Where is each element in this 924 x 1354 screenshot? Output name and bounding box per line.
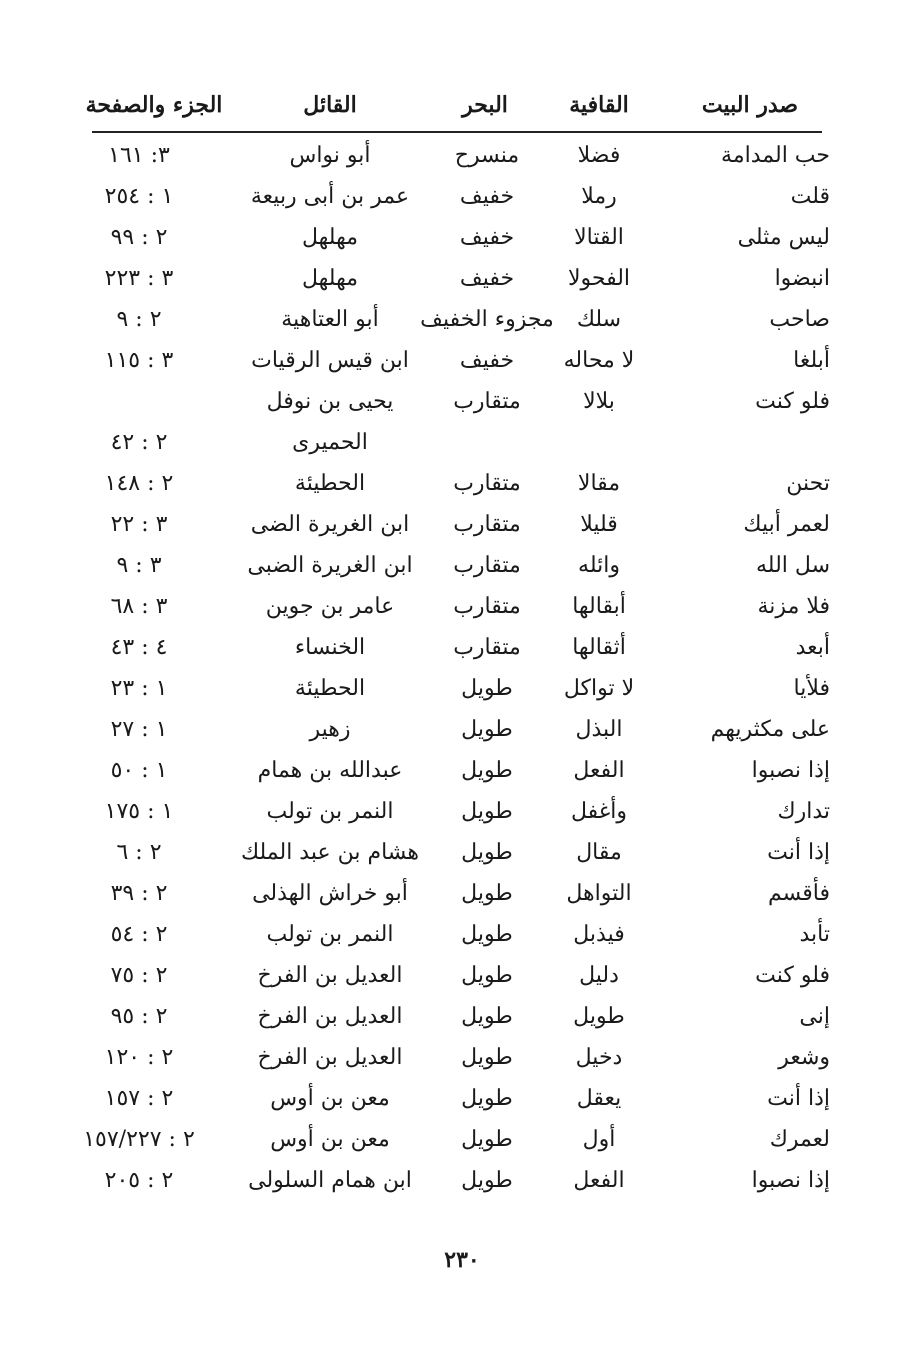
table-row [90,1161,830,1202]
meter-cell: خفيف [459,266,515,291]
poet-cell: مهلهل [301,266,358,291]
meter-cell: متقارب [453,553,521,578]
table-row [90,1079,830,1120]
meter-cell: متقارب [453,635,521,660]
reference-cell: ٢ : ٩٥ [110,1004,168,1029]
reference-cell: ٢ : ٥٤ [110,922,168,947]
reference-cell: ١ : ٢٧ [110,717,168,742]
table-row [90,915,830,956]
meter-cell: طويل [461,799,513,824]
header-meter: البحر [462,92,508,118]
reference-cell: ٣ : ٩ [116,553,162,578]
table-row [90,218,830,259]
header-reference: الجزء والصفحة [85,92,223,118]
poet-cell: مهلهل [301,225,358,250]
verse-cell: فلو كنت [755,389,830,414]
table-row [90,464,830,505]
poet-cell: الحميرى [292,430,368,455]
verse-cell: ليس مثلى [737,225,830,250]
table-row [90,136,830,177]
table-row [90,341,830,382]
meter-cell: خفيف [459,184,515,209]
poet-cell: معن بن أوس [270,1127,390,1152]
meter-cell: طويل [461,676,513,701]
reference-cell: ٢ : ٩٩ [110,225,168,250]
meter-cell: طويل [461,717,513,742]
table-row [90,587,830,628]
page-number: ٢٣٠ [444,1247,480,1273]
verse-cell: وشعر [778,1045,830,1070]
meter-cell: متقارب [453,389,521,414]
table-row [90,628,830,669]
verse-cell: تأبد [799,922,830,947]
poet-cell: عامر بن جوين [265,594,395,619]
rhyme-cell: مقال [576,840,622,865]
meter-cell: طويل [461,1004,513,1029]
meter-cell: مجزوء الخفيف [420,307,554,332]
table-row [83,1120,830,1161]
poet-cell: العديل بن الفرخ [257,1045,403,1070]
rhyme-cell: القتالا [574,225,624,250]
verse-cell: إذا أنت [767,840,830,865]
verse-cell: سل الله [756,553,830,578]
meter-cell: طويل [461,1086,513,1111]
meter-cell: طويل [461,1045,513,1070]
poet-cell: ابن همام السلولى [248,1168,412,1193]
reference-cell: ٢ : ٢٠٥ [104,1168,174,1193]
meter-cell: متقارب [453,512,521,537]
reference-cell: ٣ : ٦٨ [110,594,168,619]
rhyme-cell: أول [582,1127,616,1152]
poet-cell: الحطيئة [294,676,366,701]
meter-cell: خفيف [459,225,515,250]
reference-cell: ١ : ٢٣ [110,676,168,701]
poet-cell: أبو العتاهية [281,307,379,332]
rhyme-cell: فيذبل [573,922,625,947]
rhyme-cell: يعقل [576,1086,622,1111]
meter-cell: طويل [461,881,513,906]
table-row [90,423,830,464]
rhyme-cell: قليلا [580,512,618,537]
header-rhyme: القافية [569,92,629,118]
poet-cell: أبو نواس [289,143,371,168]
header-poet: القائل [303,92,357,118]
verse-cell: تدارك [777,799,830,824]
table-row [90,1038,830,1079]
meter-cell: طويل [461,840,513,865]
meter-cell: طويل [461,963,513,988]
verse-cell: لعمر أبيك [743,512,830,537]
verse-cell: قلت [790,184,830,209]
table-row [90,874,830,915]
verse-cell: تحنن [786,471,830,496]
rhyme-cell: الفحولا [567,266,631,291]
rhyme-cell: دخيل [575,1045,623,1070]
rhyme-cell: وائله [578,553,620,578]
table-row [90,382,830,423]
reference-cell: ٢ : ٦ [116,840,162,865]
reference-cell: ٢ : ١٥٧ [104,1086,174,1111]
reference-cell: ١ : ٢٥٤ [104,184,174,209]
table-row [90,956,830,997]
meter-cell: طويل [461,1127,513,1152]
verse-cell: إذا نصبوا [751,758,830,783]
reference-cell: ١ : ١٧٥ [104,799,174,824]
reference-cell: ٣: ١٦١ [108,143,170,168]
reference-cell: ٤ : ٤٣ [110,635,168,660]
rhyme-cell: سلك [576,307,622,332]
poet-cell: ابن الغريرة الضبى [247,553,413,578]
table-header [85,92,830,128]
verse-cell: حب المدامة [721,143,830,168]
rhyme-cell: الفعل [573,758,625,783]
poet-cell: ابن الغريرة الضى [250,512,410,537]
poet-cell: معن بن أوس [270,1086,390,1111]
meter-cell: منسرح [454,143,520,168]
reference-cell: ١ : ٥٠ [110,758,168,783]
rhyme-cell: رملا [581,184,617,209]
reference-cell: ٢ : ٣٩ [110,881,168,906]
rhyme-cell: فضلا [577,143,621,168]
meter-cell: خفيف [459,348,515,373]
poet-cell: عبدالله بن همام [257,758,403,783]
verse-cell: إنى [799,1004,830,1029]
verse-cell: صاحب [769,307,830,332]
table-row [90,546,830,587]
rhyme-cell: دليل [579,963,619,988]
table-row [90,669,830,710]
table-row [90,710,830,751]
poet-cell: العديل بن الفرخ [257,1004,403,1029]
rhyme-cell: لا تواكل [563,676,635,701]
reference-cell: ٢ : ١٤٨ [104,471,174,496]
table-row [90,751,830,792]
verse-cell: إذا نصبوا [751,1168,830,1193]
verse-cell: فأقسم [767,881,830,906]
reference-cell: ٣ : ١١٥ [104,348,174,373]
verse-cell: فلو كنت [755,963,830,988]
table-row [90,792,830,833]
reference-cell: ٢ : ٤٢ [110,430,168,455]
poet-cell: يحيى بن نوفل [266,389,394,414]
header-rule [92,131,822,133]
rhyme-cell: طويل [573,1004,625,1029]
table-row [90,259,830,300]
poet-cell: العديل بن الفرخ [257,963,403,988]
reference-cell: ٣ : ٢٢ [110,512,168,537]
poet-cell: ابن قيس الرقيات [251,348,409,373]
reference-cell: ٢ : ٩ [116,307,162,332]
rhyme-cell: البذل [575,717,623,742]
rhyme-cell: بلالا [583,389,615,414]
meter-cell: طويل [461,922,513,947]
poet-cell: النمر بن تولب [266,922,394,947]
reference-cell: ٢ : ٧٥ [110,963,168,988]
verse-cell: انبضوا [774,266,830,291]
header-verse: صدر البيت [701,92,799,118]
verse-cell: لعمرك [769,1127,830,1152]
verse-cell: أبلغا [793,348,830,373]
rhyme-cell: الفعل [573,1168,625,1193]
poet-cell: هشام بن عبد الملك [240,840,420,865]
poet-cell: أبو خراش الهذلى [252,881,408,906]
rhyme-cell: مقالا [577,471,621,496]
table-row [90,177,830,218]
reference-cell: ٣ : ٢٢٣ [104,266,174,291]
verse-cell: على مكثريهم [710,717,830,742]
meter-cell: متقارب [453,471,521,496]
verse-cell: إذا أنت [767,1086,830,1111]
table-row [90,505,830,546]
poet-cell: الخنساء [294,635,366,660]
reference-cell: ٢ : ١٢٠ [104,1045,174,1070]
poet-cell: زهير [309,717,351,742]
poet-cell: عمر بن أبى ربيعة [250,184,410,209]
rhyme-cell: أثقالها [572,635,626,660]
reference-cell: ٢ : ١٥٧/٢٢٧ [83,1127,195,1152]
rhyme-cell: لا محاله [563,348,635,373]
meter-cell: طويل [461,758,513,783]
poet-cell: النمر بن تولب [266,799,394,824]
verse-cell: أبعد [795,635,830,660]
verse-index-table [83,136,830,1202]
verse-cell: فلا مزنة [757,594,830,619]
table-row [90,300,830,341]
rhyme-cell: وأغفل [570,799,628,824]
rhyme-cell: التواهل [566,881,632,906]
poet-cell: الحطيئة [294,471,366,496]
meter-cell: طويل [461,1168,513,1193]
meter-cell: متقارب [453,594,521,619]
table-row [90,997,830,1038]
verse-cell: فلأيا [793,676,830,701]
rhyme-cell: أبقالها [572,594,626,619]
table-row [90,833,830,874]
